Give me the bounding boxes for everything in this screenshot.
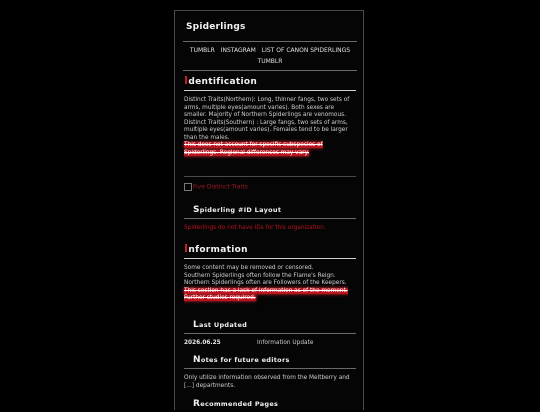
link-tumblr[interactable]: TUMBLR bbox=[189, 47, 215, 54]
link-tumblr-2[interactable]: TUMBLR bbox=[257, 58, 283, 65]
last-updated-date: 2026.06.25 bbox=[184, 340, 221, 346]
section-heading-id-layout bbox=[184, 205, 356, 219]
link-bar bbox=[183, 41, 357, 71]
section-heading-notes bbox=[184, 355, 356, 369]
information-text bbox=[184, 265, 356, 303]
section-heading-identification bbox=[184, 75, 356, 91]
link-canon-spiderlings[interactable]: LIST OF CANON SPIDERLINGS bbox=[261, 47, 351, 54]
last-updated-value: Information Update bbox=[257, 340, 314, 346]
link-instagram[interactable]: INSTAGRAM bbox=[220, 47, 256, 54]
section-heading-recommended bbox=[184, 399, 356, 412]
information-censor-note: Some content may be removed or censored. bbox=[184, 265, 314, 271]
heading-text: ast Updated bbox=[199, 321, 248, 329]
information-warning: This section has a lack of information as of the moment. Further studies required. bbox=[184, 287, 348, 301]
section-heading-last-updated bbox=[184, 320, 356, 334]
broken-image-icon bbox=[184, 183, 192, 191]
heading-initial: L bbox=[193, 320, 200, 330]
traits-image-alt: Five Distinct Traits bbox=[193, 183, 248, 191]
heading-initial: N bbox=[193, 355, 201, 365]
traits-northern: Distinct Traits(Northern): Long, thinner fangs, two sets of arms, multiple eyes(amount varies). Both sexes are smaller. Majority of Northern Spiderlings are venomous. bbox=[184, 97, 350, 118]
heading-initial: S bbox=[193, 205, 200, 215]
heading-text: otes for future editors bbox=[200, 356, 290, 364]
last-updated-row bbox=[184, 340, 356, 346]
heading-text: piderling #ID Layout bbox=[199, 206, 282, 214]
page-title: Spiderlings bbox=[186, 22, 246, 32]
heading-text: ecommended Pages bbox=[200, 400, 279, 408]
traits-southern: Distinct Traits(Southern) : Large fangs, two sets of arms, multiple eyes(amount varies). Females tend to be larger than the males. bbox=[184, 119, 348, 141]
traits-image bbox=[184, 183, 248, 191]
information-allegiance: Southern Spiderlings often follow the Flame's Reign. Northern Spiderlings often are Followers of the Keepers. bbox=[184, 272, 347, 286]
heading-initial: R bbox=[193, 399, 201, 409]
heading-text: nformation bbox=[188, 245, 248, 255]
section-heading-information bbox=[184, 243, 356, 259]
heading-text: dentification bbox=[188, 77, 258, 87]
id-layout-note: Spiderlings do not have IDs for this organization. bbox=[184, 225, 326, 231]
divider bbox=[184, 176, 356, 177]
heading-initial: I bbox=[184, 242, 189, 255]
heading-initial: I bbox=[184, 74, 189, 87]
notes-text: Only utilize information observed from the Meltberry and [...] departments. bbox=[184, 375, 350, 389]
identification-warning: This does not account for specific subspecies of Spiderlings. Regional differences may vary. bbox=[184, 142, 323, 156]
identification-text bbox=[184, 97, 356, 157]
article-card bbox=[174, 10, 364, 410]
